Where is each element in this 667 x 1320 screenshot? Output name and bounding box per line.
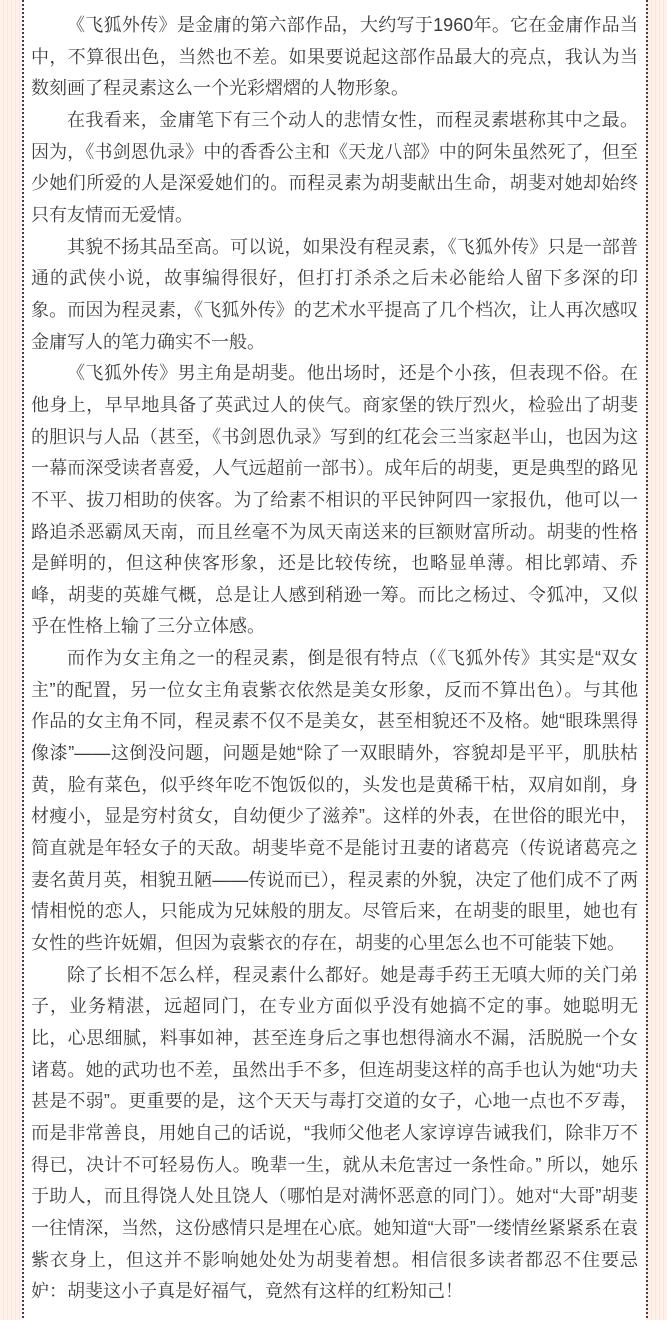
article-paragraph-2: 在我看来，金庸笔下有三个动人的悲情女性，而程灵素堪称其中之最。因为，《书剑恩仇录》中的香香公主和《天龙八部》中的阿朱虽然死了，但至少她们所爱的人是深爱她们的。而程灵素为胡斐献出生命，胡斐对她却始终只有友情而无爱情。	[31, 109, 638, 225]
article-panel	[22, 0, 646, 1320]
article-body	[31, 10, 638, 1308]
article-paragraph-5: 而作为女主角之一的程灵素，倒是很有特点（《飞狐外传》其实是“双女主”的配置，另一位女主角袁紫衣依然是美女形象，反而不算出色）。与其他作品的女主角不同，程灵素不仅不是美女，甚至相貌还不及格。她“眼珠黑得像漆”——这倒没问题，问题是她“除了一双眼睛外，容貌却是平平，肌肤枯黄，脸有菜色，似乎终年吃不饱饭似的，头发也是黄稀干枯，双肩如削，身材瘦小，显是穷村贫女，自幼便少了滋养”。这样的外表，在世俗的眼光中，简直就是年轻女子的天敌。胡斐毕竟不是能讨丑妻的诸葛亮（传说诸葛亮之妻名黄月英，相貌丑陋——传说而已），程灵素的外貌，决定了他们成不了两情相悦的恋人，只能成为兄妹般的朋友。尽管后来，在胡斐的眼里，她也有女性的些许妩媚，但因为袁紫衣的存在，胡斐的心里怎么也不可能装下她。	[31, 648, 638, 954]
article-paragraph-6: 除了长相不怎么样，程灵素什么都好。她是毒手药王无嗔大师的关门弟子，业务精湛，远超同门，在专业方面似乎没有她搞不定的事。她聪明无比，心思细腻，料事如神，甚至连身后之事也想得滴水不漏，活脱脱一个女诸葛。她的武功也不差，虽然出手不多，但连胡斐这样的高手也认为她“功夫甚是不弱”。更重要的是，这个天天与毒打交道的女子，心地一点也不歹毒，而是非常善良，用她自己的话说，“我师父他老人家谆谆告诫我们，除非万不得已，决计不可轻易伤人。晚辈一生，就从未危害过一条性命。” 所以，她乐于助人，而且得饶人处且饶人（哪怕是对满怀恶意的同门）。她对“大哥”胡斐一往情深，当然，这份感情只是埋在心底。她知道“大哥”一缕情丝紧紧系在袁紫衣身上，但这并不影响她处处为胡斐着想。相信很多读者都忍不住要忌妒：胡斐这小子真是好福气，竟然有这样的红粉知己！	[31, 964, 638, 1302]
article-paragraph-1: 《飞狐外传》是金庸的第六部作品，大约写于1960年。它在金庸作品当中，不算很出色，当然也不差。如果要说起这部作品最大的亮点，我认为当数刻画了程灵素这么一个光彩熠熠的人物形象。	[31, 15, 638, 99]
panel-dotted-border-left	[22, 0, 24, 1320]
panel-dotted-border-right	[646, 0, 648, 1320]
article-paragraph-3: 其貌不扬其品至高。可以说，如果没有程灵素，《飞狐外传》只是一部普通的武侠小说，故事编得很好，但打打杀杀之后未必能给人留下多深的印象。而因为程灵素，《飞狐外传》的艺术水平提高了几个档次，让人再次感叹金庸写人的笔力确实不一般。	[31, 236, 638, 352]
article-paragraph-4: 《飞狐外传》男主角是胡斐。他出场时，还是个小孩，但表现不俗。在他身上，早早地具备了英武过人的侠气。商家堡的铁厅烈火，检验出了胡斐的胆识与人品（甚至，《书剑恩仇录》写到的红花会三当家赵半山，也因为这一幕而深受读者喜爱，人气远超前一部书）。成年后的胡斐，更是典型的路见不平、拔刀相助的侠客。为了给素不相识的平民钟阿四一家报仇，他可以一路追杀恶霸凤天南，而且丝毫不为凤天南送来的巨额财富所动。胡斐的性格是鲜明的，但这种侠客形象，还是比较传统，也略显单薄。相比郭靖、乔峰，胡斐的英雄气概，总是让人感到稍逊一筹。而比之杨过、令狐冲，又似乎在性格上输了三分立体感。	[31, 363, 638, 637]
